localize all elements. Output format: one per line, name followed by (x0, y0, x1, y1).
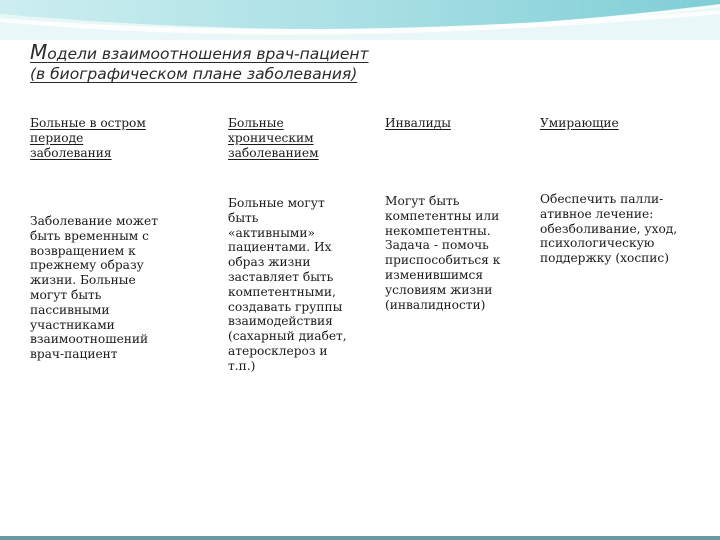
column-4-header: Умирающие (540, 116, 619, 130)
bottom-border (0, 536, 720, 540)
title-line-2: (в биографическом плане заболевания) (30, 65, 358, 83)
header-wave-decoration (0, 0, 720, 40)
column-2-header: Больные хроническим заболеванием (228, 116, 319, 160)
column-2-body: Больные могут быть «активными» пациентами. Их образ жизни заставляет быть компетентными, создавать группы взаимодействия (сахарный диабет, атеросклероз и т.п.) (228, 196, 347, 373)
column-3-header: Инвалиды (385, 116, 451, 130)
slide-title (30, 42, 630, 84)
column-1-header: Больные в остром периоде заболевания (30, 116, 146, 160)
title-line-1: Модели взаимоотношения врач-пациент (30, 40, 369, 64)
column-4-body: Обеспечить палли- ативное лечение: обезболивание, уход, психологическую поддержку (хоспис) (540, 192, 678, 266)
column-3-body: Могут быть компетентны или некомпетентны. Задача - помочь приспособиться к изменившимся условиям жизни (инвалидности) (385, 194, 501, 312)
column-1-body: Заболевание может быть временным с возвращением к прежнему образу жизни. Больные могут быть пассивными участниками взаимоотношений врач-пациент (30, 214, 158, 362)
